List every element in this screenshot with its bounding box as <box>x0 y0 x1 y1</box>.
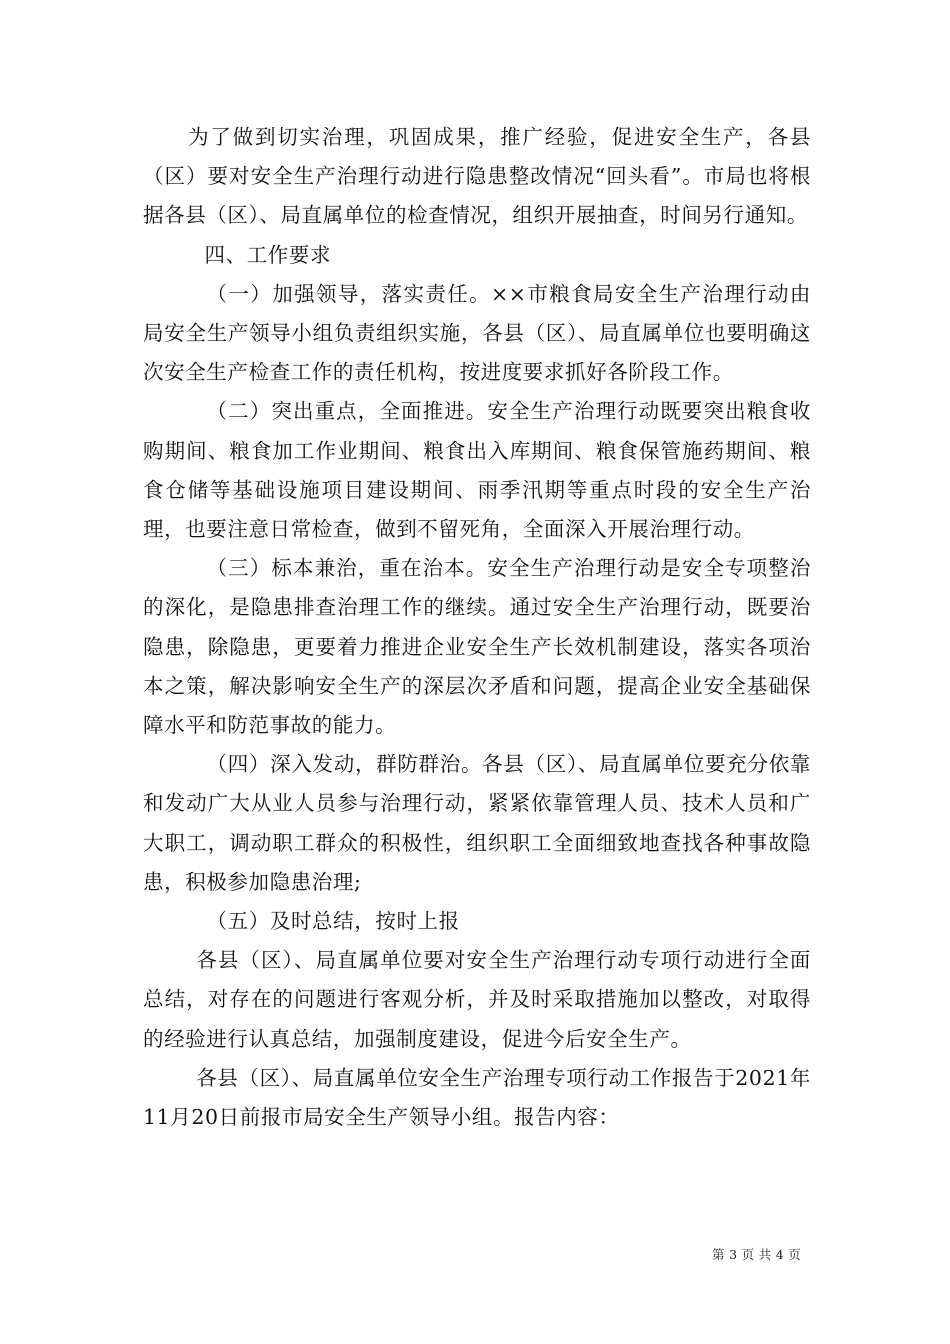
document-body <box>143 118 811 1137</box>
paragraph-key-points: （二）突出重点，全面推进。安全生产治理行动既要突出粮食收购期间、粮食加工作业期间、粮食出入库期间、粮食保管施药期间、粮食仓储等基础设施项目建设期间、雨季汛期等重点时段的安全生产治理，也要注意日常检查，做到不留死角，全面深入开展治理行动。 <box>143 399 811 542</box>
paragraph-leadership: （一）加强领导，落实责任。××市粮食局安全生产治理行动由局安全生产领导小组负责组织实施，各县（区）、局直属单位也要明确这次安全生产检查工作的责任机构，按进度要求抓好各阶段工作。 <box>143 281 811 385</box>
section-heading-requirements: 四、工作要求 <box>204 242 332 267</box>
paragraph-summary: 各县（区）、局直属单位要对安全生产治理行动专项行动进行全面总结，对存在的问题进行客观分析，并及时采取措施加以整改，对取得的经验进行认真总结，加强制度建设，促进今后安全生产。 <box>143 948 811 1051</box>
paragraph-root-cause: （三）标本兼治，重在治本。安全生产治理行动是安全专项整治的深化，是隐患排查治理工作的继续。通过安全生产治理行动，既要治隐患，除隐患，更要着力推进企业安全生产长效机制建设，落实各项治本之策，解决影响安全生产的深层次矛盾和问题，提高企业安全基础保障水平和防范事故的能力。 <box>143 556 811 738</box>
page-footer: 第 3 页 共 4 页 <box>712 1247 802 1262</box>
paragraph-review: 为了做到切实治理，巩固成果，推广经验，促进安全生产，各县（区）要对安全生产治理行动进行隐患整改情况“回头看”。市局也将根据各县（区）、局直属单位的检查情况，组织开展抽查，时间另行通知。 <box>143 125 811 228</box>
paragraph-mobilization: （四）深入发动，群防群治。各县（区）、局直属单位要充分依靠和发动广大从业人员参与治理行动，紧紧依靠管理人员、技术人员和广大职工，调动职工群众的积极性，组织职工全面细致地查找各种事故隐患，积极参加隐患治理; <box>143 752 811 894</box>
paragraph-report: 各县（区）、局直属单位安全生产治理专项行动工作报告于2021年11月20日前报市局安全生产领导小组。报告内容： <box>143 1065 811 1130</box>
paragraph-summary-heading: （五）及时总结，按时上报 <box>206 909 460 934</box>
